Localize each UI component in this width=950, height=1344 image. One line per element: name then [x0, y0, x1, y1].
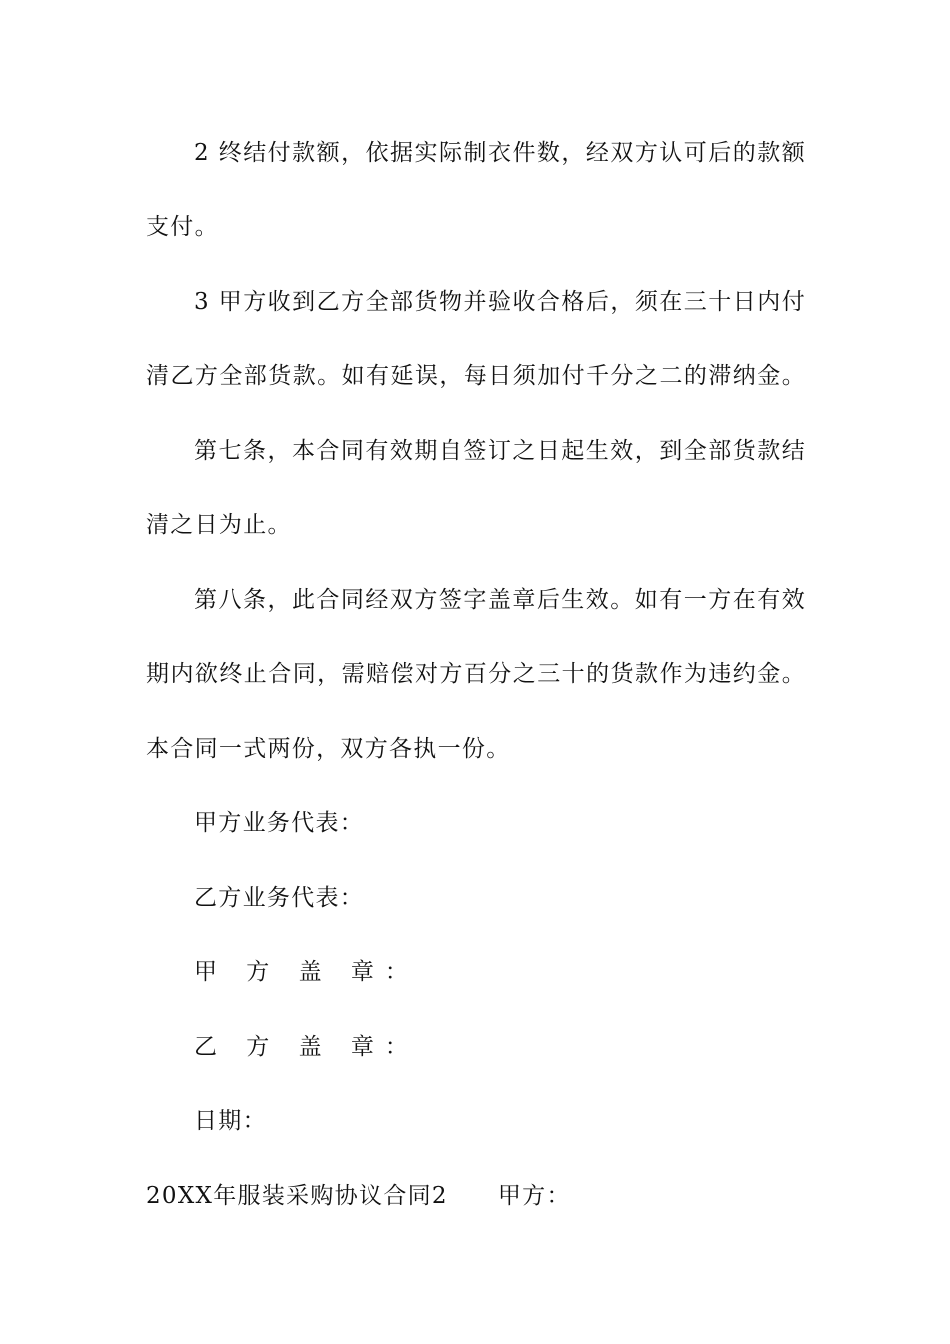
next-contract-title: 20XX年服装采购协议合同2: [146, 1183, 448, 1209]
party-b-representative-label: 乙方业务代表：: [194, 885, 365, 911]
paragraph-payment-final-line1: 2 终结付款额，依据实际制衣件数，经双方认可后的款额: [194, 140, 806, 166]
paragraph-payment-deadline-line2: 清乙方全部货款。如有延误，每日须加付千分之二的滞纳金。: [146, 363, 806, 389]
paragraph-payment-deadline-line1: 3 甲方收到乙方全部货物并验收合格后，须在三十日内付: [194, 289, 806, 315]
party-a-representative-label: 甲方业务代表：: [194, 810, 365, 836]
paragraph-payment-final-line2: 支付。: [146, 214, 219, 240]
article-seven-line1: 第七条，本合同有效期自签订之日起生效，到全部货款结: [194, 438, 806, 464]
date-label: 日期：: [194, 1108, 267, 1134]
party-a-seal-label: 甲 方 盖 章：: [194, 959, 419, 985]
article-eight-line3: 本合同一式两份，双方各执一份。: [146, 736, 511, 762]
article-seven-line2: 清之日为止。: [146, 512, 292, 538]
next-contract-heading: [146, 1176, 806, 1216]
article-eight-line1: 第八条，此合同经双方签字盖章后生效。如有一方在有效: [194, 587, 806, 613]
article-eight-line2: 期内欲终止合同，需赔偿对方百分之三十的货款作为违约金。: [146, 661, 806, 687]
next-contract-party-a-label: 甲方：: [497, 1183, 571, 1209]
party-b-seal-label: 乙 方 盖 章：: [194, 1034, 419, 1060]
